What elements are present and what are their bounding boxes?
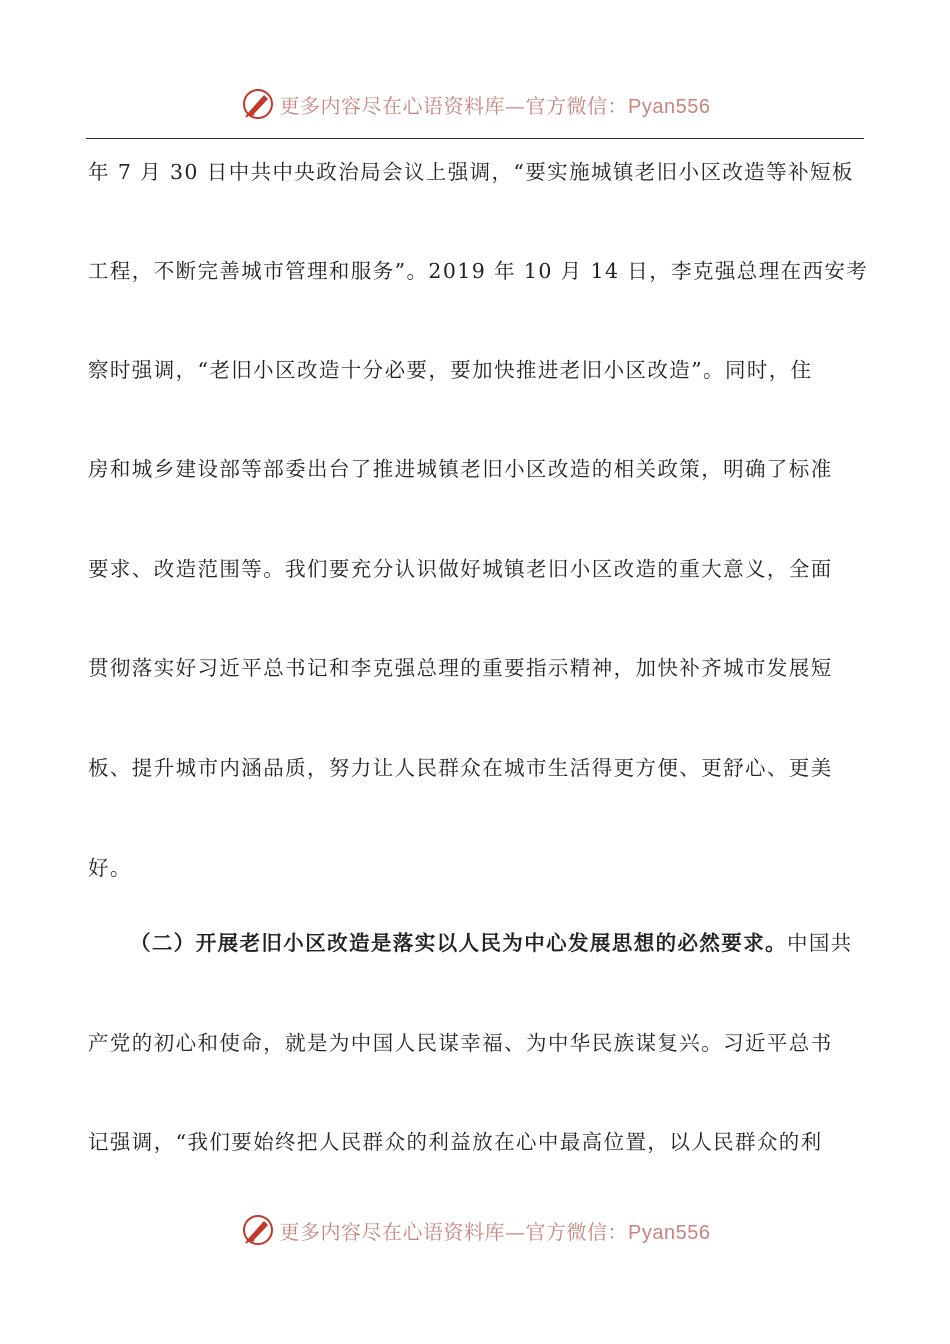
body-line-1: 年 7 月 30 日中共中央政治局会议上强调，“要实施城镇老旧小区改造等补短板 <box>88 160 854 184</box>
body-line-8: 好。 <box>88 856 132 880</box>
body-line-10: 记强调，“我们要始终把人民群众的利益放在心中最高位置，以人民群众的利 <box>88 1130 823 1154</box>
header-wechat-id: Pyan556 <box>628 95 711 118</box>
body-line-7: 板、提升城市内涵品质，努力让人民群众在城市生活得更方便、更舒心、更美 <box>88 756 833 780</box>
section-heading-line <box>130 928 870 958</box>
footer-banner-text: 更多内容尽在心语资料库—官方微信：Pyan556 <box>279 1219 711 1244</box>
header-banner-text: 更多内容尽在心语资料库—官方微信：Pyan556 <box>279 93 711 118</box>
footer-wechat-id: Pyan556 <box>628 1221 711 1244</box>
pen-logo-icon <box>240 1212 276 1248</box>
header-banner <box>0 84 950 124</box>
body-line-3: 察时强调，“老旧小区改造十分必要，要加快推进老旧小区改造”。同时，住 <box>88 358 813 382</box>
body-line-2: 工程，不断完善城市管理和服务”。2019 年 10 月 14 日，李克强总理在西安考 <box>88 259 869 283</box>
body-line-4: 房和城乡建设部等部委出台了推进城镇老旧小区改造的相关政策，明确了标准 <box>88 457 833 481</box>
section-heading-tail: 中国共 <box>787 931 853 955</box>
body-line-5: 要求、改造范围等。我们要充分认识做好城镇老旧小区改造的重大意义，全面 <box>88 557 833 581</box>
footer-banner <box>0 1210 950 1250</box>
body-line-9: 产党的初心和使命，就是为中国人民谋幸福、为中华民族谋复兴。习近平总书 <box>88 1031 833 1055</box>
header-divider <box>86 138 864 139</box>
pen-logo-icon <box>240 86 276 122</box>
section-heading: （二）开展老旧小区改造是落实以人民为中心发展思想的必然要求。 <box>130 931 787 955</box>
body-line-6: 贯彻落实好习近平总书记和李克强总理的重要指示精神，加快补齐城市发展短 <box>88 656 833 680</box>
